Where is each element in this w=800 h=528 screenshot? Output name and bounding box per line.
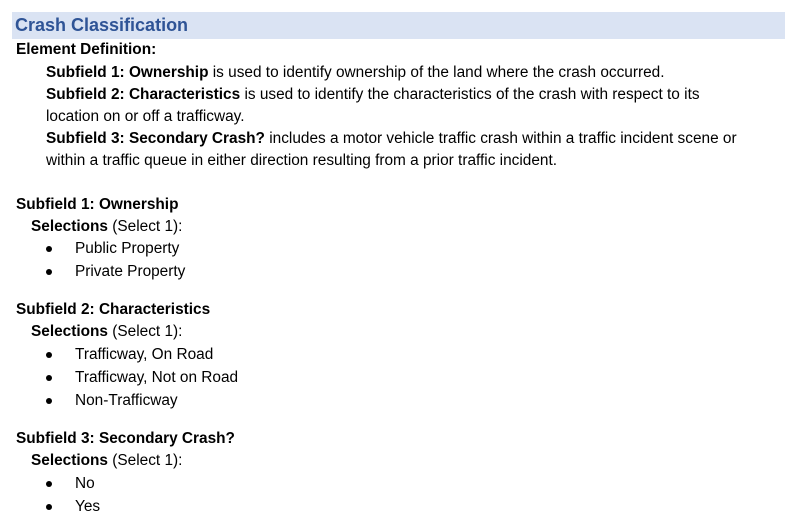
subfield-3-selections-label: Selections bbox=[31, 452, 108, 469]
definition-3-text: includes a motor vehicle traffic crash within a traffic incident scene or bbox=[269, 130, 737, 147]
definition-1-label: Subfield 1: Ownership bbox=[46, 64, 209, 81]
definition-2-text: is used to identify the characteristics of the crash with respect to its bbox=[244, 86, 700, 103]
option-label: Trafficway, Not on Road bbox=[75, 369, 239, 386]
option-label: Private Property bbox=[75, 263, 186, 280]
subfield-1-selections-label: Selections bbox=[31, 218, 108, 235]
option-label: Yes bbox=[75, 498, 101, 515]
subfield-3-selections bbox=[31, 451, 182, 471]
definition-3-label: Subfield 3: Secondary Crash? bbox=[46, 130, 265, 147]
bullet-icon bbox=[46, 398, 52, 404]
option-label: No bbox=[75, 475, 95, 492]
subfield-2-selections-label: Selections bbox=[31, 323, 108, 340]
definition-1 bbox=[46, 63, 664, 83]
definition-2-label: Subfield 2: Characteristics bbox=[46, 86, 241, 103]
subfield-2-title: Subfield 2: Characteristics bbox=[16, 301, 211, 318]
bullet-icon bbox=[46, 481, 52, 487]
bullet-icon bbox=[46, 504, 52, 510]
definition-2 bbox=[46, 85, 700, 105]
subfield-1-selections bbox=[31, 217, 182, 237]
bullet-icon bbox=[46, 352, 52, 358]
bullet-icon bbox=[46, 269, 52, 275]
subfield-2-selections-note: (Select 1): bbox=[112, 323, 183, 340]
definition-3-continued: within a traffic queue in either direction resulting from a prior traffic incident. bbox=[46, 152, 557, 169]
subfield-3-title: Subfield 3: Secondary Crash? bbox=[16, 430, 235, 447]
section-heading: Crash Classification bbox=[15, 15, 189, 35]
subfield-2-selections bbox=[31, 322, 182, 342]
option-label: Non-Trafficway bbox=[75, 392, 178, 409]
option-label: Public Property bbox=[75, 240, 180, 257]
subfield-3-selections-note: (Select 1): bbox=[112, 452, 183, 469]
subfield-1-selections-note: (Select 1): bbox=[112, 218, 183, 235]
section-heading-bar bbox=[12, 12, 785, 39]
bullet-icon bbox=[46, 375, 52, 381]
definition-2-continued: location on or off a trafficway. bbox=[46, 108, 245, 125]
option-label: Trafficway, On Road bbox=[75, 346, 214, 363]
bullet-icon bbox=[46, 246, 52, 252]
subfield-1-title: Subfield 1: Ownership bbox=[16, 196, 179, 213]
element-definition-label: Element Definition: bbox=[16, 41, 157, 58]
definition-1-text: is used to identify ownership of the land where the crash occurred. bbox=[212, 64, 665, 81]
definition-3 bbox=[46, 129, 737, 149]
